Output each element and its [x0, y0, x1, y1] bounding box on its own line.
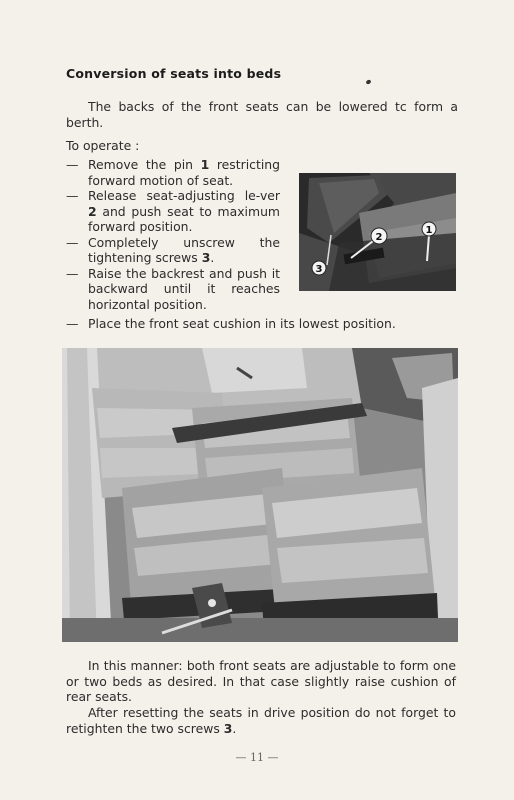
callout-3: 3 [315, 264, 323, 275]
step-item [66, 266, 280, 313]
paragraph-3-text: After resetting the seats in drive position do not forget to retighten the two screws [66, 705, 456, 736]
step-dash: — [66, 265, 79, 281]
step-dash: — [66, 157, 79, 172]
paragraph-3-number: 3 [223, 720, 233, 736]
intro-paragraph: The backs of the front seats can be lowered tc form a berth. [66, 99, 458, 130]
step-text-end: and push seat to maximum forward position. [88, 203, 280, 234]
step-item [66, 157, 280, 188]
page-number: — 11 — [235, 751, 279, 764]
step-dash: — [66, 316, 79, 331]
step-number: 3 [201, 250, 211, 265]
step-text-end: restricting forward motion of seat. [88, 157, 280, 188]
paragraph-2: In this manner: both front seats are adjustable to form one or two beds as desired. In that case slightly raise cushion of rear seats. [66, 658, 456, 704]
paragraph-3-end: . [232, 720, 237, 736]
seats-bed-photo [62, 348, 458, 642]
step-dash: — [66, 234, 79, 250]
ink-speck [365, 79, 371, 85]
step-list [66, 157, 280, 312]
step-item [66, 188, 280, 235]
step-dash: — [66, 188, 79, 203]
section-heading: Conversion of seats into beds [66, 66, 282, 81]
final-step-text: Place the front seat cushion in its lowest position. [88, 316, 396, 331]
paragraph-3 [66, 705, 456, 736]
step-text: Raise the backrest and push it backward until it reaches horizontal position. [88, 265, 280, 312]
step-item [66, 235, 280, 266]
callout-1: 1 [425, 225, 433, 236]
final-step [66, 316, 458, 332]
step-number: 1 [200, 157, 210, 172]
step-number: 2 [88, 203, 97, 219]
step-text-end: . [210, 250, 215, 265]
step-text: Remove the pin [88, 157, 201, 172]
step-text: Completely unscrew the tightening screws [88, 234, 280, 265]
seat-mechanism-photo [299, 173, 456, 291]
callout-2: 2 [375, 232, 383, 243]
step-text: Release seat-adjusting le-ver [88, 188, 280, 203]
to-operate-label: To operate : [66, 138, 140, 153]
